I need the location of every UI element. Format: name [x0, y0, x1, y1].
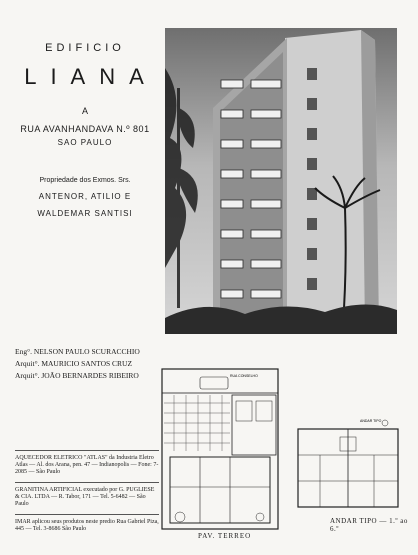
building-photo-svg	[165, 28, 397, 334]
balcony	[251, 290, 281, 298]
owners-line-2: WALDEMAR SANTISI	[37, 209, 133, 218]
balcony	[221, 110, 243, 118]
building-photo	[165, 28, 397, 334]
ownership-label: Propriedade dos Exmos. Srs.	[39, 177, 131, 184]
owners-line-1: ANTENOR, ATILIO E	[38, 192, 132, 201]
balcony	[221, 230, 243, 238]
ground-floor-caption: PAV. TERREO	[198, 532, 252, 540]
typical-floor-plan-svg	[290, 415, 410, 515]
credit-architect-1: Arquit°. MAURICIO SANTOS CRUZ	[15, 359, 133, 368]
typical-floor-caption: ANDAR TIPO — 1.º ao 6.º	[330, 517, 408, 533]
title-block	[10, 38, 160, 218]
credits	[15, 346, 140, 382]
balcony	[251, 200, 281, 208]
balcony	[251, 80, 281, 88]
note-atlas: AQUECEDOR ELETRICO "ATLAS" da Industria Eletro Atlas — Al. dos Arana, pen. 47 — Indianopolis — Fone: 7-2085 — São Paulo	[15, 450, 159, 476]
balcony	[251, 140, 281, 148]
note-imar: IMAR aplicou seus produtos neste predio Rua Gabriel Piza, 445 — Tel. 3-8686 São Paulo	[15, 514, 159, 533]
credit-architect-2: Arquit°. JOÃO BERNARDES RIBEIRO	[15, 371, 139, 380]
balcony	[221, 290, 243, 298]
typical-floor-plan	[290, 415, 410, 515]
city: SAO PAULO	[57, 138, 113, 147]
balcony	[221, 200, 243, 208]
street-address: RUA AVANHANDAVA N.º 801	[20, 124, 150, 134]
balcony	[251, 260, 281, 268]
supplier-notes	[15, 450, 159, 539]
balcony	[221, 140, 243, 148]
balcony	[221, 170, 243, 178]
note-granitina: GRANITINA ARTIFICIAL executado por G. PUGLIESE & CIA. LTDA — R. Tabor, 171 — Tel. 5-6482 — São Paulo	[15, 482, 159, 508]
edificio-label: EDIFICIO	[45, 42, 125, 54]
balcony	[251, 170, 281, 178]
credit-engineer: Eng°. NELSON PAULO SCURACCHIO	[15, 347, 140, 356]
address-prefix: A	[81, 106, 88, 116]
street-label: RUA CONSELHO	[230, 374, 258, 378]
balcony	[251, 110, 281, 118]
balcony	[221, 80, 243, 88]
balcony	[251, 230, 281, 238]
ground-floor-plan-svg	[160, 367, 280, 532]
typical-label: ANDAR TIPO	[360, 419, 382, 423]
balcony	[221, 260, 243, 268]
ground-floor-plan	[160, 367, 280, 532]
building-name: LIANA	[24, 64, 158, 89]
